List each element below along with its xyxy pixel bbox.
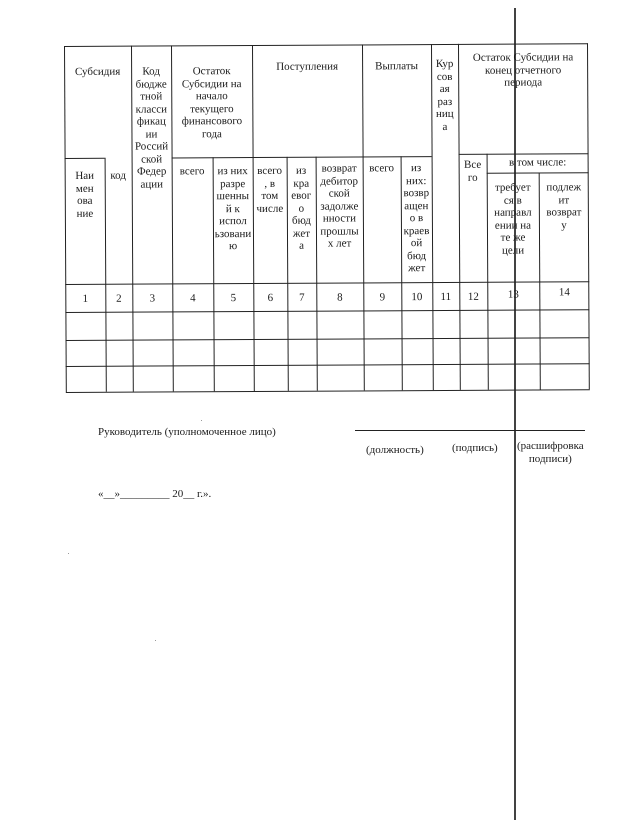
header-exchange-diff: Кур сов ая раз ниц а (435, 57, 454, 133)
position-caption: (должность) (366, 444, 424, 456)
column-number: 4 (190, 292, 196, 305)
row-divider (65, 309, 589, 313)
header-required: требует ся в направл ении на те же цели (494, 181, 532, 257)
header-including: в том числе: (508, 156, 567, 169)
column-number: 10 (411, 291, 423, 304)
column-number: 11 (440, 290, 452, 304)
column-number: 13 (507, 288, 519, 301)
header-total-12: Все го (463, 158, 482, 184)
row-divider (459, 153, 589, 155)
signature-line (355, 430, 585, 431)
header-permitted: из них разре шенны й к испол ьзовани ю (214, 165, 252, 253)
header-returned: из них: возвр ащен о в краев ой бюд жет (403, 162, 430, 275)
header-payments: Выплаты (375, 60, 419, 73)
row-divider (66, 363, 590, 367)
header-to-return: подлеж ит возврат у (546, 181, 582, 231)
header-subsidy: Субсидия (74, 65, 121, 78)
column-number: 5 (230, 292, 237, 305)
row-divider (487, 172, 589, 174)
column-number: 1 (82, 292, 89, 305)
header-name: Наи мен ова ние (75, 169, 95, 220)
header-total-4: всего (179, 165, 205, 178)
header-total-incl: всего , в том числе (256, 164, 284, 215)
row-divider (65, 281, 589, 285)
scan-speck (155, 640, 156, 641)
table-bottom-border (66, 389, 590, 393)
column-number: 9 (379, 291, 386, 304)
row-divider (66, 337, 590, 341)
scan-speck (68, 553, 69, 554)
report-table (64, 43, 590, 392)
head-label: Руководитель (уполномоченное лицо) (98, 426, 276, 438)
column-number: 2 (116, 292, 122, 305)
header-debt-return: возврат дебитор ской задолже нности прошлы х лет (320, 162, 359, 250)
header-balance-start: Остаток Субсидии на начало текущего финансового года (181, 65, 243, 140)
col-divider (105, 158, 107, 392)
signature-caption: (подпись) (452, 442, 498, 454)
date-line: «__»_________ 20__ г.». (98, 488, 212, 500)
column-number: 3 (149, 292, 156, 305)
header-receipts: Поступления (276, 60, 339, 73)
scan-speck (201, 420, 202, 421)
column-number: 14 (558, 286, 570, 299)
column-number: 8 (337, 291, 343, 304)
column-number: 12 (467, 290, 479, 303)
header-balance-end: Остаток Субсидии на конец отчетного периода (472, 51, 574, 89)
column-number: 6 (267, 291, 274, 304)
decoding-caption: (расшифровка подписи) (517, 440, 584, 465)
row-divider (172, 156, 432, 158)
header-code: код (110, 169, 126, 182)
header-budget-code: Код бюдже тной класси фикац ии Россий ской Федер ации (134, 65, 169, 191)
header-total-9: всего (369, 162, 395, 175)
header-from-budget: из кра евог о бюд жет а (291, 164, 312, 252)
column-number: 7 (299, 291, 305, 304)
table-top-border (64, 43, 588, 47)
row-divider (65, 158, 105, 159)
